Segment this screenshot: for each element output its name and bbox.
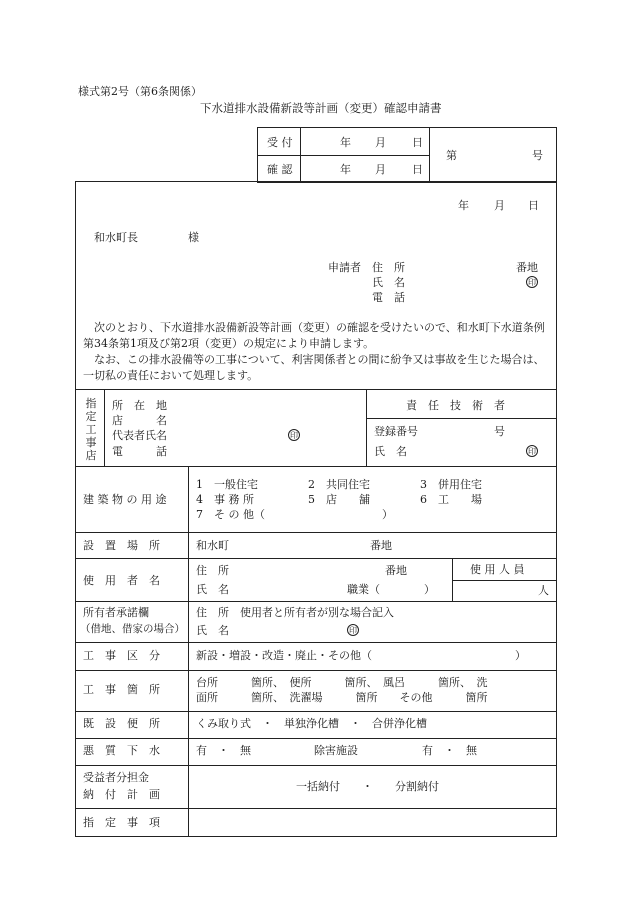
applicant-banchi: 番地 (516, 261, 538, 274)
work-type-value: 新設・増設・改造・廃止・その他（ ） (196, 649, 526, 662)
owner-label-sub: （借地、借家の場合） (80, 623, 185, 635)
usage-item-2: 2 共同住宅 (308, 478, 370, 491)
site-banchi: 番地 (370, 539, 392, 552)
user-address-label: 住 所 (196, 564, 229, 577)
uketsuke-gatsu: 月 (375, 136, 386, 149)
owner-address: 住 所 使用者と所有者が別な場合記入 (196, 606, 394, 619)
user-occupation: 職業（ ） (347, 583, 435, 596)
contractor-location-label: 所 在 地 (112, 399, 167, 412)
bad-water-choice: 有 ・ 無 (196, 744, 251, 757)
contractor-rep-label: 代表者氏名 (112, 429, 167, 442)
bad-water-label: 悪 質 下 水 (83, 744, 160, 757)
application-body-1: 次のとおり、下水道排水設備新設等計画（変更）の確認を受けたいので、和水町下水道条例第34条第1項及び第2項（変更）の規定により申請します。 (83, 321, 545, 350)
date-nen: 年 (458, 199, 469, 212)
work-place-label: 工 事 箇 所 (83, 683, 160, 696)
addressee-sama: 様 (188, 231, 199, 244)
applicant-label: 申請者 (328, 261, 361, 274)
usage-close-paren: ） (382, 508, 393, 521)
kakunin-label: 確 認 (267, 163, 293, 176)
kakunin-gatsu: 月 (375, 163, 386, 176)
burden-value: 一括納付 ・ 分割納付 (296, 780, 439, 793)
applicant-address-label: 住 所 (372, 261, 405, 274)
burden-label: 受益者分担金 (83, 771, 149, 784)
bad-water-facility-choice: 有 ・ 無 (422, 744, 477, 757)
uketsuke-nichi: 日 (412, 136, 423, 149)
engineer-reg-go: 号 (494, 425, 505, 438)
work-type-label: 工 事 区 分 (83, 649, 160, 662)
owner-name-label: 氏 名 (196, 624, 229, 637)
burden-label-sub: 納 付 計 画 (83, 788, 160, 801)
uketsuke-nen: 年 (340, 136, 351, 149)
user-name-label: 氏 名 (196, 583, 229, 596)
usage-item-4: 4 事 務 所 (196, 493, 254, 506)
usage-item-5: 5 店 舗 (308, 493, 370, 506)
user-banchi: 番地 (385, 564, 407, 577)
notes-label: 指 定 事 項 (83, 816, 160, 829)
contractor-seal-icon: 印 (290, 431, 298, 440)
engineer-seal-icon: 印 (528, 447, 536, 456)
engineer-name-label: 氏 名 (374, 445, 407, 458)
form-number: 様式第2号（第6条関係） (78, 85, 202, 98)
bad-water-facility-label: 除害施設 (314, 744, 358, 757)
form-title: 下水道排水設備新設等計画（変更）確認申請書 (200, 101, 442, 115)
application-body-2: なお、この排水設備等の工事について、利害関係者との間に紛争又は事故を生じた場合は、一切私の責任において処理します。 (83, 353, 545, 382)
owner-seal-icon: 印 (349, 626, 357, 635)
usage-item-6: 6 工 場 (420, 493, 482, 506)
date-gatsu: 月 (494, 199, 505, 212)
existing-toilet-label: 既 設 便 所 (83, 717, 160, 730)
addressee: 和水町長 (94, 231, 138, 244)
applicant-phone-label: 電 話 (372, 291, 405, 304)
users-count-unit: 人 (538, 584, 549, 597)
usage-item-1: 1 一般住宅 (196, 478, 258, 491)
site-label: 設 置 場 所 (83, 539, 160, 552)
date-nichi: 日 (528, 199, 539, 212)
kakunin-nichi: 日 (412, 163, 423, 176)
site-town: 和水町 (196, 539, 229, 552)
owner-label: 所有者承諾欄 (83, 606, 149, 619)
go-label: 号 (532, 149, 543, 162)
dai-label: 第 (446, 149, 457, 162)
work-place-line-2: 面所 箇所、 洗濯場 箇所 その他 箇所 (196, 691, 488, 704)
usage-item-7: 7 そ の 他（ (196, 508, 265, 521)
work-place-line-1: 台所 箇所、 便所 箇所、 風呂 箇所、 洗 (196, 676, 488, 689)
existing-toilet-value: くみ取り式 ・ 単独浄化槽 ・ 合併浄化槽 (196, 717, 427, 730)
uketsuke-label: 受 付 (267, 136, 293, 149)
contractor-label: 指定工事店 (85, 397, 97, 462)
usage-label: 建 築 物 の 用 途 (83, 493, 167, 506)
engineer-reg-label: 登録番号 (374, 425, 418, 438)
engineer-header: 責 任 技 術 者 (406, 399, 505, 412)
contractor-phone-label: 電 話 (112, 445, 167, 458)
users-count-label: 使 用 人 員 (470, 563, 525, 576)
contractor-shop-label: 店 名 (112, 414, 167, 427)
kakunin-nen: 年 (340, 163, 351, 176)
user-label: 使 用 者 名 (83, 574, 160, 587)
applicant-seal-icon: 印 (528, 278, 536, 287)
applicant-name-label: 氏 名 (372, 276, 405, 289)
usage-item-3: 3 併用住宅 (420, 478, 482, 491)
